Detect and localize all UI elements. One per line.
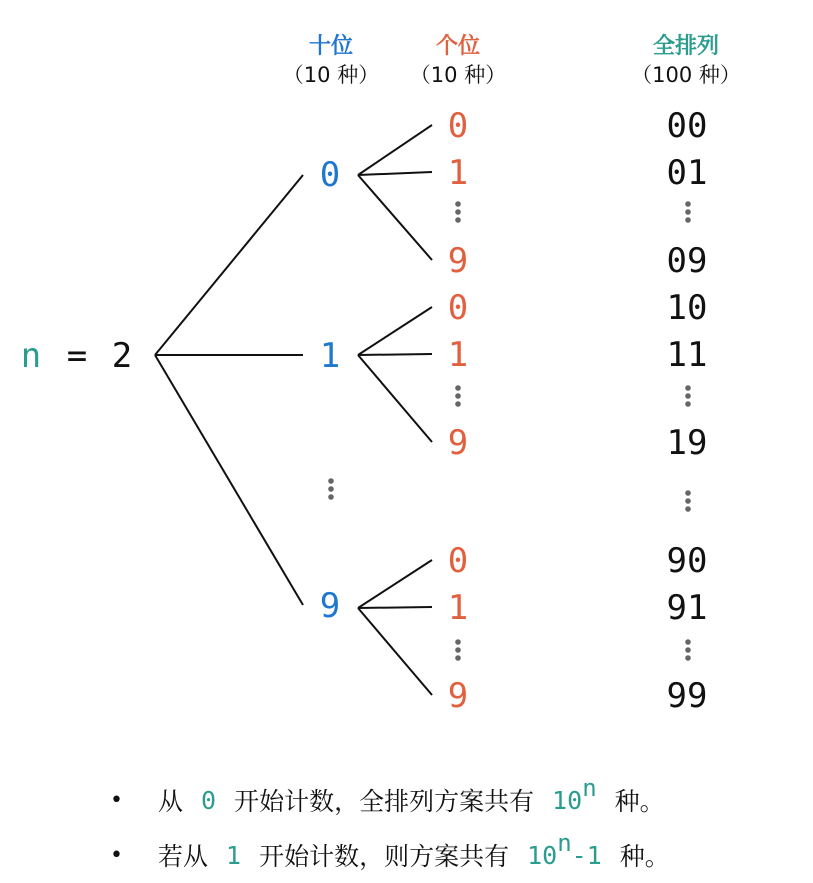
ellipsis-icon xyxy=(455,201,461,223)
ones-digit: 1 xyxy=(447,335,469,375)
root-equals: = xyxy=(66,336,88,376)
ones-digit: 9 xyxy=(447,676,469,716)
bullet-icon: • xyxy=(110,842,123,868)
ones-digit: 1 xyxy=(447,588,469,628)
note2-digit: 1 xyxy=(226,840,242,870)
result-value: 99 xyxy=(666,676,708,716)
edge-0-to-9 xyxy=(358,175,432,260)
note1-digit: 0 xyxy=(201,785,217,815)
result-value: 90 xyxy=(666,541,708,581)
result-value: 19 xyxy=(666,423,708,463)
note1-prefix: 从 xyxy=(158,787,184,816)
ellipsis-icon xyxy=(685,490,691,512)
edge-0-to-1 xyxy=(358,172,432,175)
ones-header-sub: （10 种） xyxy=(409,63,507,87)
ellipsis-icon xyxy=(455,385,461,407)
tens-header-sub: （10 种） xyxy=(282,63,380,87)
edge-0-to-0 xyxy=(358,125,432,175)
result-value: 09 xyxy=(666,241,708,281)
ellipsis-icon xyxy=(685,385,691,407)
edge-root-to-0 xyxy=(155,175,303,355)
note2-suffix: 种。 xyxy=(619,842,670,871)
result-value: 91 xyxy=(666,588,708,628)
ones-digit: 0 xyxy=(447,106,469,146)
ones-digit: 1 xyxy=(447,153,469,193)
note1-middle: 开始计数，全排列方案共有 xyxy=(234,787,535,816)
ellipsis-icon xyxy=(455,639,461,661)
note2-exponent-tail: -1 xyxy=(571,840,602,870)
root-value: 2 xyxy=(111,336,133,376)
ellipsis-icon xyxy=(328,478,334,500)
note2-prefix: 若从 xyxy=(158,842,209,871)
result-header-title: 全排列 xyxy=(652,34,720,59)
edge-1-to-1 xyxy=(358,354,432,355)
root-edges xyxy=(155,175,303,605)
tens-digit-9: 9 xyxy=(319,586,341,626)
result-value: 11 xyxy=(666,335,708,375)
edge-1-to-9 xyxy=(358,355,432,442)
branch-edges xyxy=(358,125,432,695)
ones-digit: 9 xyxy=(447,423,469,463)
result-value: 00 xyxy=(666,106,708,146)
tens-digit-1: 1 xyxy=(319,336,341,376)
note2-middle: 开始计数，则方案共有 xyxy=(259,842,510,871)
bullet-icon: • xyxy=(110,787,123,813)
result-header-sub: （100 种） xyxy=(631,63,741,87)
edge-9-to-1 xyxy=(358,607,432,608)
edge-1-to-0 xyxy=(358,307,432,355)
edge-root-to-9 xyxy=(155,355,303,605)
note1-suffix: 种。 xyxy=(614,787,665,816)
result-value: 01 xyxy=(666,153,708,193)
ellipsis-icon xyxy=(685,639,691,661)
ones-digit: 0 xyxy=(447,541,469,581)
note2-base: 10 xyxy=(527,840,558,870)
ones-digit: 0 xyxy=(447,288,469,328)
tens-digit-0: 0 xyxy=(319,155,341,195)
note1-base: 10 xyxy=(552,785,583,815)
result-value: 10 xyxy=(666,288,708,328)
ellipsis-icon xyxy=(685,201,691,223)
ones-header-title: 个位 xyxy=(435,34,481,59)
note1-exponent: n xyxy=(582,774,597,802)
edge-9-to-9 xyxy=(358,608,432,695)
edge-9-to-0 xyxy=(358,560,432,608)
root-variable: n xyxy=(20,336,42,376)
tens-header-title: 十位 xyxy=(308,34,354,59)
ones-digit: 9 xyxy=(447,241,469,281)
note2-exponent: n xyxy=(557,829,572,857)
